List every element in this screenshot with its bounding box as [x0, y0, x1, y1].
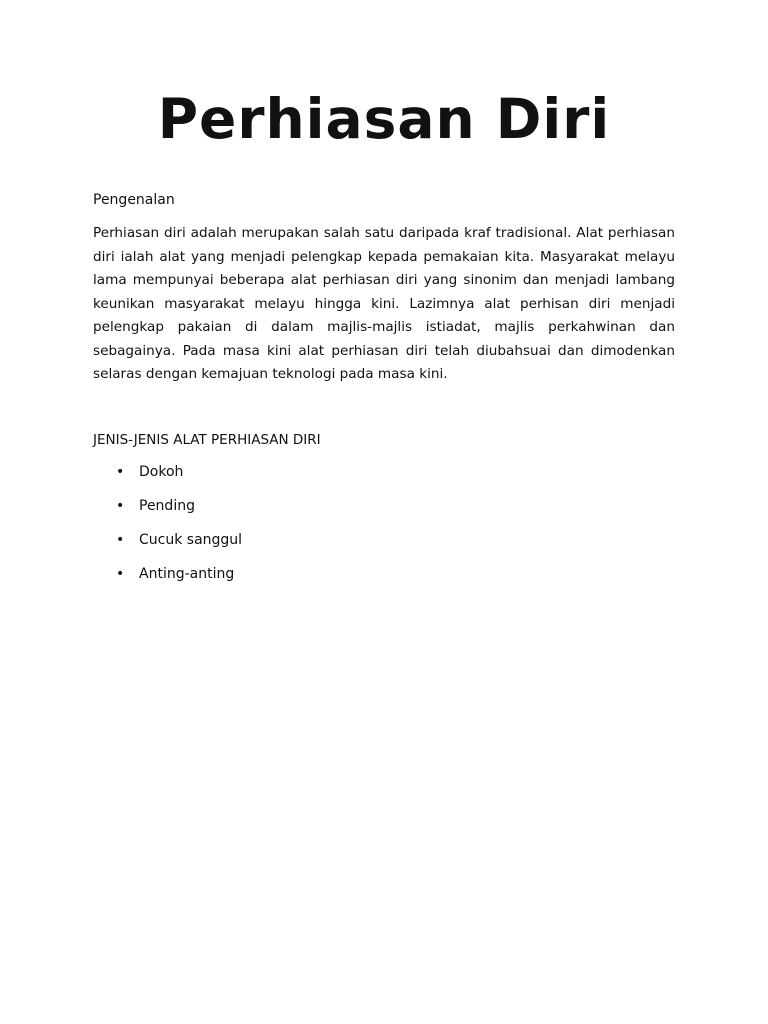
list-item	[93, 529, 593, 563]
list-item-label: Anting-anting	[139, 566, 235, 582]
bullet-icon: •	[116, 566, 125, 582]
list-item-label: Pending	[139, 498, 195, 514]
intro-heading: Pengenalan	[93, 192, 175, 208]
document-title: Perhiasan Diri	[157, 87, 611, 151]
intro-paragraph: Perhiasan diri adalah merupakan salah satu daripada kraf tradisional. Alat perhiasan diri ialah alat yang menjadi pelengkap kepada pemakaian kita. Masyarakat melayu lama mempunyai beberapa alat perhiasan diri yang sinonim dan menjadi lambang keunikan masyarakat melayu hingga kini. Lazimnya alat perhisan diri menjadi pelengkap pakaian di dalam majlis-majlis istiadat, majlis perkahwinan dan sebagainya. Pada masa kini alat perhiasan diri telah diubahsuai dan dimodenkan selaras dengan kemajuan teknologi pada masa kini.	[93, 225, 675, 382]
jewelry-list	[93, 461, 593, 597]
list-item-label: Dokoh	[139, 464, 184, 480]
list-item-label: Cucuk sanggul	[139, 532, 243, 548]
bullet-icon: •	[116, 532, 125, 548]
types-heading: JENIS-JENIS ALAT PERHIASAN DIRI	[93, 432, 321, 448]
list-item	[93, 563, 593, 597]
bullet-icon: •	[116, 464, 125, 480]
list-item	[93, 495, 593, 529]
bullet-icon: •	[116, 498, 125, 514]
list-item	[93, 461, 593, 495]
